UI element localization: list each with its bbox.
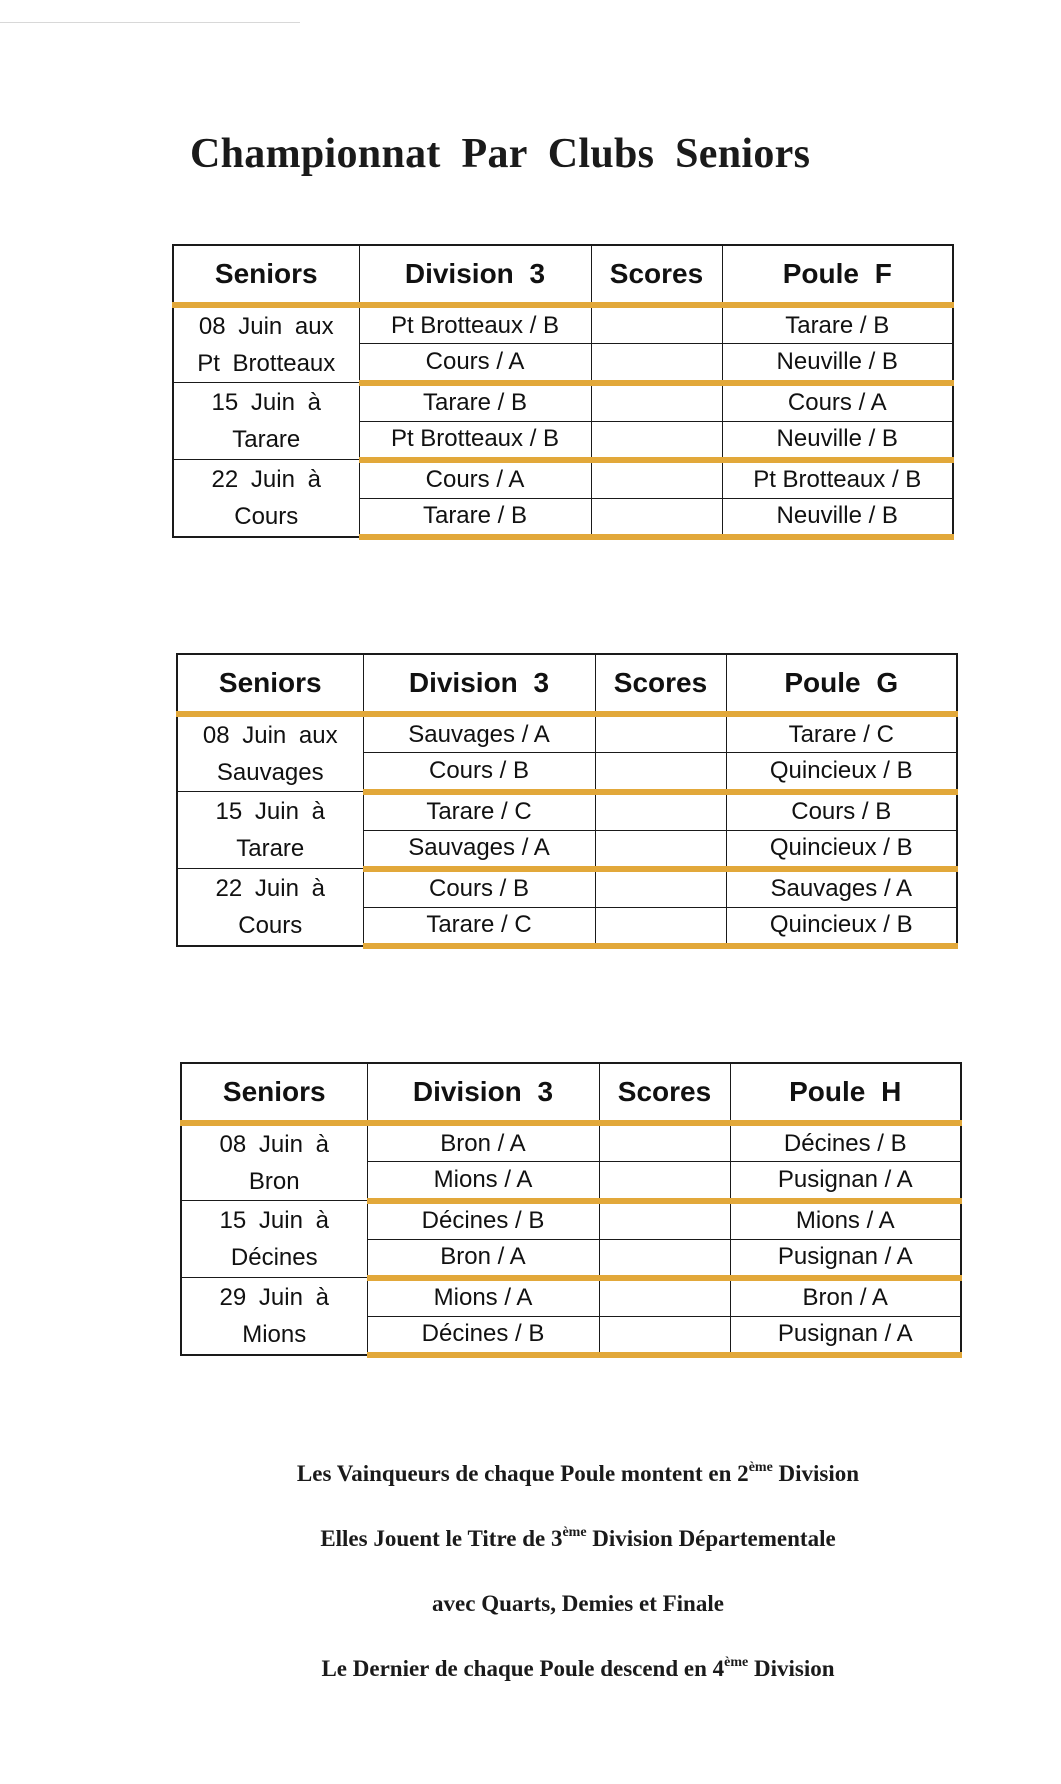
- score-cell[interactable]: [595, 714, 726, 753]
- away-team: Neuville / B: [722, 344, 953, 383]
- home-team: Tarare / B: [359, 498, 591, 537]
- home-team: Tarare / B: [359, 383, 591, 422]
- table-row: [177, 714, 957, 753]
- score-cell[interactable]: [599, 1278, 730, 1317]
- away-team: Neuville / B: [722, 421, 953, 460]
- page-title: Championnat Par Clubs Seniors: [190, 131, 811, 177]
- score-cell[interactable]: [591, 421, 722, 460]
- away-team: Quincieux / B: [726, 907, 957, 946]
- round-date: 15 Juin à Tarare: [173, 383, 359, 460]
- note-line: Elles Jouent le Titre de 3ème Division Départementale: [320, 1525, 836, 1551]
- home-team: Sauvages / A: [363, 830, 595, 869]
- note-line: avec Quarts, Demies et Finale: [432, 1591, 724, 1616]
- away-team: Quincieux / B: [726, 753, 957, 792]
- away-team: Décines / B: [730, 1123, 961, 1162]
- header-seniors: Seniors: [173, 245, 359, 305]
- header-row: [177, 654, 957, 714]
- home-team: Décines / B: [367, 1201, 599, 1240]
- score-cell[interactable]: [595, 792, 726, 831]
- rules-notes: [178, 1460, 978, 1720]
- header-poule: Poule H: [730, 1063, 961, 1123]
- header-scores: Scores: [595, 654, 726, 714]
- header-seniors: Seniors: [177, 654, 363, 714]
- header-row: [173, 245, 953, 305]
- note-line: Les Vainqueurs de chaque Poule montent en 2ème Division: [296, 1460, 860, 1486]
- score-cell[interactable]: [595, 907, 726, 946]
- round-date: 08 Juin aux Sauvages: [177, 714, 363, 792]
- score-cell[interactable]: [599, 1239, 730, 1278]
- score-cell[interactable]: [591, 460, 722, 499]
- away-team: Pusignan / A: [730, 1316, 961, 1355]
- header-poule: Poule G: [726, 654, 957, 714]
- score-cell[interactable]: [599, 1316, 730, 1355]
- score-cell[interactable]: [599, 1201, 730, 1240]
- away-team: Tarare / C: [726, 714, 957, 753]
- scan-edge-line: [0, 22, 300, 23]
- score-cell[interactable]: [591, 344, 722, 383]
- header-division: Division 3: [359, 245, 591, 305]
- home-team: Sauvages / A: [363, 714, 595, 753]
- table-row: [177, 792, 957, 831]
- score-cell[interactable]: [595, 753, 726, 792]
- note-line: Le Dernier de chaque Poule descend en 4ème Division: [321, 1655, 835, 1681]
- home-team: Décines / B: [367, 1316, 599, 1355]
- away-team: Tarare / B: [722, 305, 953, 344]
- home-team: Pt Brotteaux / B: [359, 305, 591, 344]
- header-scores: Scores: [591, 245, 722, 305]
- home-team: Cours / A: [359, 460, 591, 499]
- home-team: Tarare / C: [363, 907, 595, 946]
- round-date: 15 Juin à Décines: [181, 1201, 367, 1278]
- away-team: Quincieux / B: [726, 830, 957, 869]
- home-team: Tarare / C: [363, 792, 595, 831]
- home-team: Mions / A: [367, 1278, 599, 1317]
- home-team: Cours / A: [359, 344, 591, 383]
- away-team: Mions / A: [730, 1201, 961, 1240]
- away-team: Neuville / B: [722, 498, 953, 537]
- away-team: Pt Brotteaux / B: [722, 460, 953, 499]
- score-cell[interactable]: [595, 830, 726, 869]
- header-row: [181, 1063, 961, 1123]
- header-poule: Poule F: [722, 245, 953, 305]
- score-cell[interactable]: [595, 869, 726, 908]
- home-team: Mions / A: [367, 1162, 599, 1201]
- schedule-table-poule-f: [172, 244, 954, 540]
- table-row: [181, 1278, 961, 1317]
- score-cell[interactable]: [599, 1162, 730, 1201]
- home-team: Cours / B: [363, 869, 595, 908]
- table-row: [173, 383, 953, 422]
- score-cell[interactable]: [599, 1123, 730, 1162]
- round-date: 08 Juin à Bron: [181, 1123, 367, 1201]
- header-division: Division 3: [367, 1063, 599, 1123]
- table-row: [181, 1123, 961, 1162]
- round-date: 22 Juin à Cours: [177, 869, 363, 946]
- header-seniors: Seniors: [181, 1063, 367, 1123]
- away-team: Pusignan / A: [730, 1162, 961, 1201]
- round-date: 08 Juin aux Pt Brotteaux: [173, 305, 359, 383]
- schedule-table-poule-h: [180, 1062, 962, 1358]
- score-cell[interactable]: [591, 383, 722, 422]
- away-team: Pusignan / A: [730, 1239, 961, 1278]
- away-team: Cours / B: [726, 792, 957, 831]
- home-team: Pt Brotteaux / B: [359, 421, 591, 460]
- home-team: Bron / A: [367, 1239, 599, 1278]
- away-team: Bron / A: [730, 1278, 961, 1317]
- home-team: Bron / A: [367, 1123, 599, 1162]
- table-row: [181, 1201, 961, 1240]
- home-team: Cours / B: [363, 753, 595, 792]
- table-row: [177, 869, 957, 908]
- header-division: Division 3: [363, 654, 595, 714]
- header-scores: Scores: [599, 1063, 730, 1123]
- score-cell[interactable]: [591, 498, 722, 537]
- away-team: Sauvages / A: [726, 869, 957, 908]
- table-row: [173, 305, 953, 344]
- score-cell[interactable]: [591, 305, 722, 344]
- round-date: 22 Juin à Cours: [173, 460, 359, 537]
- schedule-table-poule-g: [176, 653, 958, 949]
- table-row: [173, 460, 953, 499]
- round-date: 29 Juin à Mions: [181, 1278, 367, 1355]
- away-team: Cours / A: [722, 383, 953, 422]
- round-date: 15 Juin à Tarare: [177, 792, 363, 869]
